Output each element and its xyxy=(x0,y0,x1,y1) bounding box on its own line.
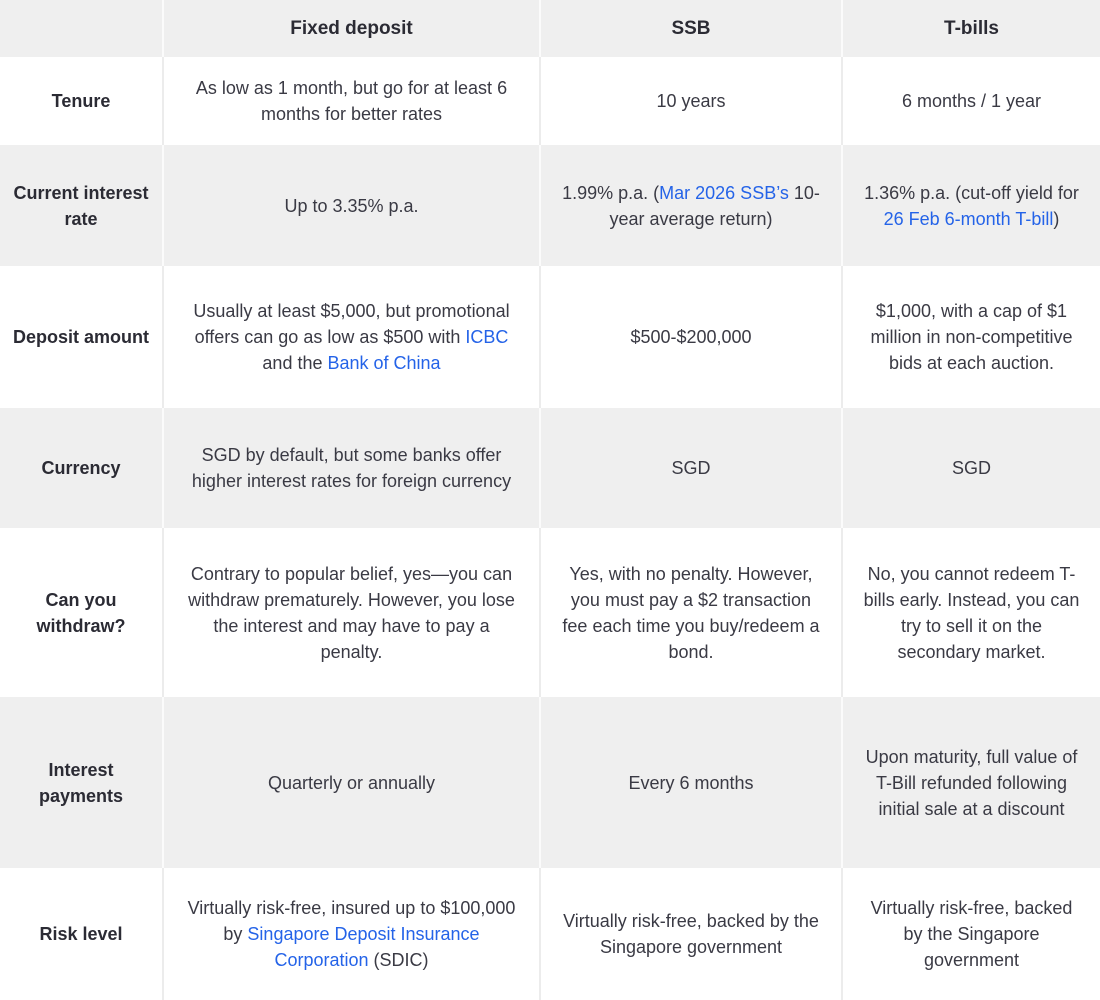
column-header-t-bills: T-bills xyxy=(842,0,1100,57)
row-label: Tenure xyxy=(51,91,111,111)
table-cell xyxy=(163,528,540,697)
cell-text: Up to 3.35% p.a. xyxy=(284,195,419,216)
table-row-currency xyxy=(0,408,1100,528)
table-row-tenure xyxy=(0,57,1100,145)
header-row xyxy=(0,0,1100,57)
table-cell xyxy=(540,145,842,266)
cell-text: Every 6 months xyxy=(628,772,754,793)
cell-text: SGD xyxy=(951,458,991,478)
row-label: Current interest rate xyxy=(13,182,149,229)
cell-text: $500-$200,000 xyxy=(630,327,752,347)
corner-cell xyxy=(0,0,163,57)
table-cell xyxy=(540,266,842,408)
cell-text: Virtually risk-free, backed by the Singapore government xyxy=(563,911,819,957)
cell-text: No, you cannot redeem T-bills early. Instead, you can try to sell it on the secondary market. xyxy=(863,563,1080,662)
inline-link-26-feb-6-month-t-bill[interactable]: 26 Feb 6-month T-bill xyxy=(883,208,1054,229)
table-cell xyxy=(540,697,842,868)
cell-text: SGD by default, but some banks offer higher interest rates for foreign currency xyxy=(191,445,512,491)
cell-text: Virtually risk-free, insured up to $100,000 by xyxy=(187,898,516,944)
table-cell xyxy=(163,408,540,528)
cell-text: $1,000, with a cap of $1 million in non-competitive bids at each auction. xyxy=(870,301,1073,373)
table-cell xyxy=(842,528,1100,697)
cell-text: ) xyxy=(1053,208,1060,229)
table-cell xyxy=(540,868,842,1000)
cell-text: 1.99% p.a. ( xyxy=(562,182,660,203)
cell-text: (SDIC) xyxy=(368,950,429,970)
table-cell xyxy=(842,697,1100,868)
cell-text: 10-year average return) xyxy=(609,182,820,229)
table-row-risk-level xyxy=(0,868,1100,1000)
table-cell xyxy=(163,145,540,266)
cell-text: 1.36% p.a. (cut-off yield for xyxy=(864,182,1079,203)
table-row-can-you-withdraw xyxy=(0,528,1100,697)
inline-link-mar-2026-ssb-s[interactable]: Mar 2026 SSB’s xyxy=(659,182,789,203)
table-cell xyxy=(842,145,1100,266)
cell-text: Contrary to popular belief, yes—you can withdraw prematurely. However, you lose the interest and may have to pay a penalty. xyxy=(188,563,515,662)
cell-text: As low as 1 month, but go for at least 6 months for better rates xyxy=(195,78,508,124)
cell-text: Quarterly or annually xyxy=(267,772,436,793)
table-cell xyxy=(163,57,540,145)
row-label: Deposit amount xyxy=(12,327,149,347)
cell-text: and the xyxy=(262,353,328,373)
row-label: Can you withdraw? xyxy=(36,589,126,636)
cell-text: Usually at least $5,000, but promotional offers can go as low as $500 with xyxy=(193,301,510,347)
cell-text: Virtually risk-free, backed by the Singapore government xyxy=(870,898,1073,970)
inline-link-bank-of-china[interactable]: Bank of China xyxy=(327,353,441,373)
table-cell xyxy=(540,57,842,145)
table-cell xyxy=(842,57,1100,145)
table-cell xyxy=(540,408,842,528)
table-cell xyxy=(842,868,1100,1000)
table-cell xyxy=(540,528,842,697)
table-cell xyxy=(163,697,540,868)
inline-link-singapore-deposit-insurance-corporation[interactable]: Singapore Deposit Insurance Corporation xyxy=(247,924,480,970)
table-cell xyxy=(842,266,1100,408)
cell-text: 10 years xyxy=(656,91,726,111)
table-row-deposit-amount xyxy=(0,266,1100,408)
inline-link-icbc[interactable]: ICBC xyxy=(465,327,509,347)
table-row-current-interest-rate xyxy=(0,145,1100,266)
row-label: Currency xyxy=(41,458,121,478)
row-label: Risk level xyxy=(39,924,123,944)
table-cell xyxy=(163,868,540,1000)
table-body xyxy=(0,57,1100,1000)
column-header-fixed-deposit: Fixed deposit xyxy=(163,0,540,57)
table-row-interest-payments xyxy=(0,697,1100,868)
cell-text: SGD xyxy=(671,458,711,478)
cell-text: Yes, with no penalty. However, you must pay a $2 transaction fee each time you buy/redeem a bond. xyxy=(562,563,820,662)
column-header-ssb: SSB xyxy=(540,0,842,57)
cell-text: Upon maturity, full value of T-Bill refunded following initial sale at a discount xyxy=(865,746,1078,819)
row-label: Interest payments xyxy=(38,759,124,806)
cell-text: 6 months / 1 year xyxy=(901,91,1042,111)
table-cell xyxy=(163,266,540,408)
table-cell xyxy=(842,408,1100,528)
